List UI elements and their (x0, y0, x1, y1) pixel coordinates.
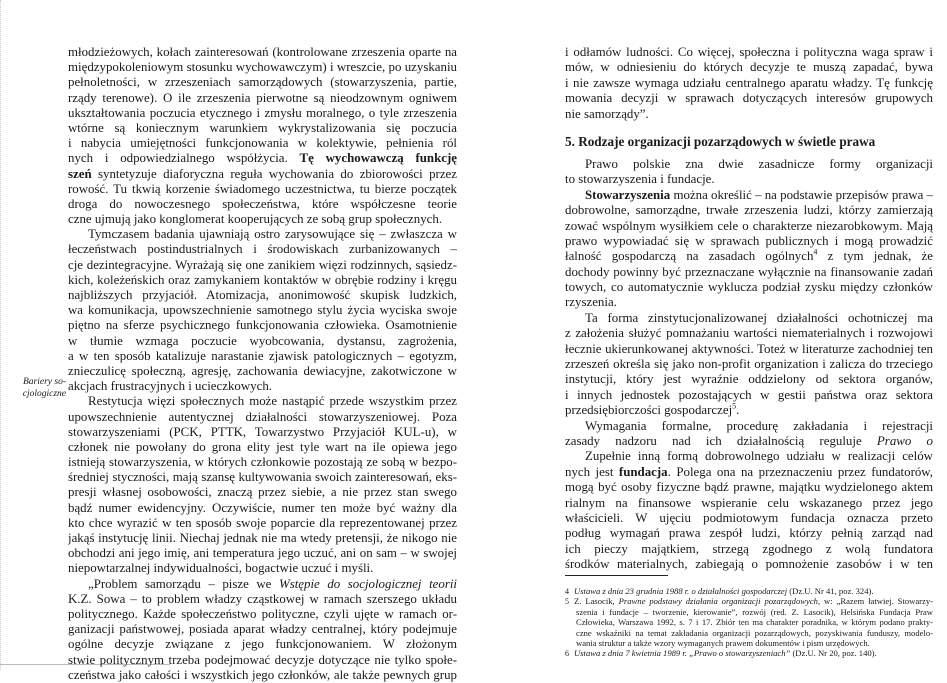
text-line (68, 637, 457, 652)
text-run: Tymczasem badania ujawniają ostro zarysowujące się – zwłaszcza w (88, 227, 457, 242)
text-run: pełnoletności, w zrzeszeniach samorządowych (stowarzyszenia, partie, (68, 75, 457, 90)
text-line (68, 501, 457, 516)
text-line (565, 172, 933, 187)
margin-note-line: Bariery so- (22, 377, 66, 387)
text-line (68, 197, 457, 212)
text-line (565, 326, 933, 341)
text-run: wtórne są koniecznym warunkiem wykrystalizowania się poczucia (68, 120, 457, 135)
text-run: rządy terenowe). O ile zrzeszenia pierwotne są nieodzownym ogniwem (68, 90, 457, 105)
text-run: środków materialnych, zabiegają o pomnożenie zasobów i w ten (565, 557, 933, 572)
text-line (565, 249, 933, 264)
text-line (68, 653, 457, 668)
section-heading: 5. Rodzaje organizacji pozarządowych w świetle prawa (565, 133, 876, 149)
footnote-reference: 5 (732, 403, 737, 411)
text-line (68, 318, 457, 333)
text-line (565, 157, 933, 172)
text-line (68, 364, 457, 379)
right-page-text (565, 45, 933, 573)
text-run: przedsiębiorczości gospodarczej (565, 403, 733, 418)
text-run: a w ten sposób katalizuje narastanie zjawisk patologicznych – egotyzm, (68, 348, 457, 363)
text-line (68, 485, 457, 500)
text-line (565, 372, 933, 387)
text-run: obchodzi ani jego imię, ani temperatura jego uczuć, ani on sam – w swojej (68, 546, 457, 561)
section-body (565, 157, 933, 573)
text-run: czne wskaźniki na temat zakładania organizacji pozarządowych, pozyskiwania funduszy, modelo- (576, 627, 933, 638)
text-run: zować wspólnym wysiłkiem cele o charakterze niezarobkowym. Mają (565, 218, 933, 233)
text-line (68, 577, 457, 592)
bold-text: szeń (68, 166, 92, 181)
text-line (565, 295, 933, 310)
text-line (68, 227, 457, 242)
italic-text: Wstępie do socjologicznej teorii (278, 576, 457, 591)
text-run: i nabycia umiejętności funkcjonowania w kolektywie, pełnienia ról (68, 136, 457, 151)
text-run: droga do nowoczesnego społeczeństwa, które współczesne teorie (68, 196, 457, 211)
footnote-number: 4 (565, 587, 569, 596)
text-line (68, 607, 457, 622)
text-line (565, 419, 933, 434)
text-line (565, 449, 933, 464)
text-line (565, 45, 933, 60)
text-run: to stowarzyszenia i fundacje. (565, 172, 715, 187)
text-run: Wymagania formalne, procedurę zakładania i rejestracji (585, 418, 933, 433)
left-page-text (68, 45, 457, 683)
text-run: Zupełnie inną formą dobrowolnego udziału w realizacji celów (585, 449, 933, 464)
text-run: ganizacji państwowej, posiada aparat władzy centralnej, który podejmuje (68, 622, 457, 637)
text-run: i nie zawsze wymaga udziału centralnego aparatu władzy. Tę funkcję (565, 75, 933, 90)
italic-text: Ustawa z dnia 7 kwietnia 1989 r. „Prawo o stowarzyszeniach” (574, 648, 791, 659)
text-line (68, 440, 457, 455)
text-line (565, 403, 933, 418)
text-line (565, 265, 933, 280)
paragraph-continuation (565, 45, 933, 122)
text-line (565, 480, 933, 495)
text-line (565, 107, 933, 122)
bold-text: Tę wychowawczą funkcję (299, 151, 457, 166)
text-run: Ta forma zinstytucjonalizowanej działalności ochotniczej ma (585, 310, 933, 325)
text-line (565, 526, 933, 541)
text-line (68, 531, 457, 546)
text-line (68, 60, 457, 75)
footnote-number: 6 (565, 649, 569, 659)
text-run: stowarzyszeniami (PCK, PTTK, Towarzystwo Przyjaciół KUL-u), w (68, 424, 457, 439)
text-run: Z. Lasocik, (574, 596, 619, 607)
text-run: w tłumie wzmaga poczucie wyobcowania, dystansu, zagrożenia, (68, 333, 457, 348)
text-run: presji własnej osobowości, znaczą przez siebie, a nie przez stan swego (68, 485, 457, 500)
text-run: . Polega ona na przeznaczeniu przez fundatorów, (667, 464, 933, 479)
footnote-line (565, 638, 933, 648)
scan-edge (0, 0, 3, 670)
text-line (68, 410, 457, 425)
text-line (565, 557, 933, 572)
text-line (565, 542, 933, 557)
text-run: dochody powinny być przeznaczane wyłącznie na finansowanie zadań (565, 264, 933, 279)
text-run: stwie politycznym trzeba podejmować decyzje dotyczące nie tylko społe- (68, 652, 457, 667)
text-run: zrzeszeń określa się jako non-profit organization i zalicza do trzeciego (565, 357, 933, 372)
text-run: towych, co automatycznie wyklucza podział zysku między członków (565, 280, 933, 295)
footnote-line (565, 596, 933, 606)
footnote-line (565, 607, 933, 617)
text-line (68, 151, 457, 166)
text-run: czne ujmują jako konglomerat kooperujących ze sobą grup społecznych. (68, 212, 443, 227)
text-run: rialnym na finansowe wspieranie celu wskazanego przez jego (565, 495, 933, 510)
text-line (68, 303, 457, 318)
text-line (68, 106, 457, 121)
text-line (68, 349, 457, 364)
text-line (68, 288, 457, 303)
margin-note (6, 376, 66, 400)
text-line (565, 203, 933, 218)
text-run: zasady nadzoru nad ich działalnością reguluje (565, 433, 877, 448)
text-line (68, 622, 457, 637)
text-run: łecznie ukierunkowanej aktywności. Toteż w literaturze zachodniej ten (565, 341, 933, 356)
text-run: z założenia służyć pomnażaniu wartości niematerialnych i rozwojowi (565, 326, 933, 341)
text-run: młodzieżowych, kołach zainteresowań (kontrolowane zrzeszenia oparte na (68, 45, 457, 59)
text-run: instytucji, który jest wyraźnie oddzielony od sektora organów, (565, 372, 933, 387)
text-run: mowania decyzji w sprawach dotyczących interesów grupowych (565, 91, 933, 106)
text-run: jakąś instytucję linii. Niechaj jednak nie ma wtedy pretensji, że nikogo nie (68, 531, 457, 545)
text-line (565, 496, 933, 511)
text-run: Człowieka, Warszawa 1992, s. 7 i 17. Zbiór ten ma charakter poradnika, w którym podano prakty- (576, 617, 933, 628)
text-run: ich pieczy majątkiem, strzegą zgodnego z wolą fundatora (565, 541, 933, 556)
footnote-line (565, 628, 933, 638)
text-run: (Dz.U. Nr 41, poz. 324). (787, 586, 874, 596)
text-run: średniej styczności, mają szansę kultywowania swoich zainteresowań, eks- (68, 470, 457, 485)
text-run: mogą być osoby fizyczne bądź prawne, majątku wydzielonego aktem (565, 480, 933, 495)
text-run: „Problem samorządu – pisze we (88, 576, 279, 591)
text-line (68, 121, 457, 136)
text-line (565, 234, 933, 249)
text-run: i odłamów ludności. Co więcej, społeczna i polityczna waga spraw i (565, 45, 933, 59)
text-line (68, 425, 457, 440)
text-run: znieczulicę społeczną, agresję, zachowania dewiacyjne, zakotwiczone w (68, 363, 457, 378)
text-run: bądź numer ewidencyjny. Oczywiście, numer ten może być ważny dla (68, 500, 457, 515)
text-line (68, 455, 457, 470)
text-run: można określić – na podstawie przepisów prawa – (673, 187, 933, 202)
text-run: K.Z. Sowa – to problem władzy cząstkowej w ramach szerszego układu (68, 591, 457, 606)
text-run: właścicieli. W ujęciu podmiotowym fundacja oznacza przeto (565, 510, 933, 525)
text-line (565, 511, 933, 526)
text-run: politycznego. Każde społeczeństwo polityczne, czyli ujęte w ramach or- (68, 606, 457, 621)
text-run: prawo wypowiadać się w sprawach publicznych i mogą prowadzić (565, 233, 933, 248)
text-run: , w: „Razem łatwiej. Stowarzy- (817, 596, 933, 607)
footnote-line (565, 648, 933, 658)
text-run: rowość. Tu tkwią korzenie świadomego uczestnictwa, tu bierze początek (68, 181, 457, 196)
text-run: rzyszenia. (565, 295, 617, 310)
text-line (565, 76, 933, 91)
text-line (68, 75, 457, 90)
footnote-divider (565, 575, 668, 576)
text-line (68, 242, 457, 257)
text-run: upowszechnienie autentycznej działalności stowarzyszeniowej. Poza (68, 409, 457, 424)
text-run: łalność gospodarczą na zasadach ogólnych (565, 249, 814, 264)
text-line (68, 379, 457, 394)
text-line (565, 388, 933, 403)
margin-note-line: cjologiczne (22, 389, 66, 399)
italic-text: Prawo o (876, 433, 933, 448)
text-line (68, 516, 457, 531)
text-line (68, 167, 457, 182)
text-line (68, 470, 457, 485)
text-run: nych jest (565, 464, 619, 479)
text-run: Prawo polskie zna dwie zasadnicze formy organizacji (585, 156, 933, 171)
text-line (565, 280, 933, 295)
text-line (68, 182, 457, 197)
text-line (565, 91, 933, 106)
text-run: . (736, 403, 740, 418)
text-run: cje dezintegracyjne. Wyrażają się one zanikiem więzi rodzinnych, sąsiedz- (68, 257, 457, 272)
text-line (565, 342, 933, 357)
text-run: czeństwa jako całości i wszystkich jego członków, ale także pewnych grup (68, 667, 457, 682)
text-run: kto chce wyrazić w ten sposób swoje poparcie dla reprezentowanej przez (68, 515, 457, 530)
italic-text: Prawne podstawy działania organizacji pozarządowych (618, 596, 818, 607)
text-run: dobrowolne, samorządne, trwałe zrzeszenia ludzi, którzy zamierzają (565, 203, 933, 218)
text-run: syntetyzuje diaforyczna reguła wychowania do zbiorowości przez (98, 166, 457, 181)
text-run: i innych jednostek pozostających w gestii państwa oraz sektora (565, 387, 933, 402)
text-line (68, 91, 457, 106)
text-run: łeczeństwach postindustrialnych i środowiskach zurbanizowanych – (68, 242, 457, 257)
text-run: (Dz.U. Nr 20, poz. 140). (790, 648, 877, 659)
text-line (565, 60, 933, 75)
bold-text: Stowarzyszenia (585, 187, 671, 202)
text-run: najbliższych przyjaciół. Atomizacja, anonimowość skupisk ludzkich, (68, 288, 457, 302)
text-line (68, 45, 457, 60)
text-run: nie samorządy”. (565, 106, 649, 121)
text-run: kich, koleżeńskich oraz zamykaniem kontaktów w obrębie rodziny i kręgu (68, 272, 457, 287)
text-run: wania struktur a także wzory wymaganych prawem dokumentów i pism urzędowych. (576, 637, 870, 648)
text-run: członek nie powołany do grona elity jest tyle wart na ile opiewa jego (68, 439, 457, 454)
footnote-reference: 4 (813, 249, 818, 257)
text-run: Restytucja więzi społecznych może nastąpić przede wszystkim przez (88, 394, 457, 409)
text-line (565, 219, 933, 234)
italic-text: Ustawa z dnia 23 grudnia 1988 r. o działalności gospodarczej (574, 586, 788, 596)
text-line (68, 592, 457, 607)
footnote-number: 5 (565, 597, 569, 607)
footnote-line (565, 586, 933, 596)
text-line (565, 465, 933, 480)
text-run: międzypokoleniowym stosunku wychowawczym) i wreszcie, po uzyskaniu (68, 60, 457, 75)
text-run: mów, w odniesieniu do których decyzje te muszą zapadać, bywa (565, 60, 933, 75)
text-line (565, 434, 933, 449)
text-line (68, 273, 457, 288)
text-run: ogólne decyzje związane z jego funkcjonowaniem. W złożonym (68, 637, 457, 652)
footnote-line (565, 617, 933, 627)
text-run: piętno na sferze psychicznego funkcjonowania człowieka. Osamotnienie (68, 318, 457, 333)
text-run: akcjach frustracyjnych i ucieczkowych. (68, 379, 273, 394)
text-run: szenia i fundacje – tworzenie, kierowanie”, rozwój (red. Z. Lasocik), Helsińska Fundacja Praw (576, 606, 933, 617)
text-run: z tym jednak, że (827, 249, 933, 264)
text-run: wa komunikacja, upowszechnienie samotnego stylu życia wyciska swoje (68, 303, 457, 318)
bold-text: fundacja (618, 464, 668, 479)
text-line (68, 561, 457, 576)
text-run: niepowtarzalnej indywidualności, bogactwie uczuć i myśli. (68, 561, 374, 576)
text-run: ukształtowania poczucia etycznego i zmysłu moralnego, o tyle zrzeszenia (68, 105, 457, 120)
text-line (68, 212, 457, 227)
footnotes (565, 586, 933, 659)
text-run: istnieją stowarzyszenia, w których członkowie pozostają ze sobą w bezpo- (68, 455, 457, 470)
text-line (565, 188, 933, 203)
text-run: podług wymagań prawa zespół ludzi, którzy pełnią zarząd nad (565, 526, 933, 541)
text-line (68, 258, 457, 273)
text-line (565, 311, 933, 326)
text-line (68, 394, 457, 409)
text-line (68, 546, 457, 561)
text-line (68, 334, 457, 349)
text-run: nych i odpowiedzialnego współżycia. (68, 151, 300, 166)
text-line (565, 357, 933, 372)
text-line (68, 136, 457, 151)
